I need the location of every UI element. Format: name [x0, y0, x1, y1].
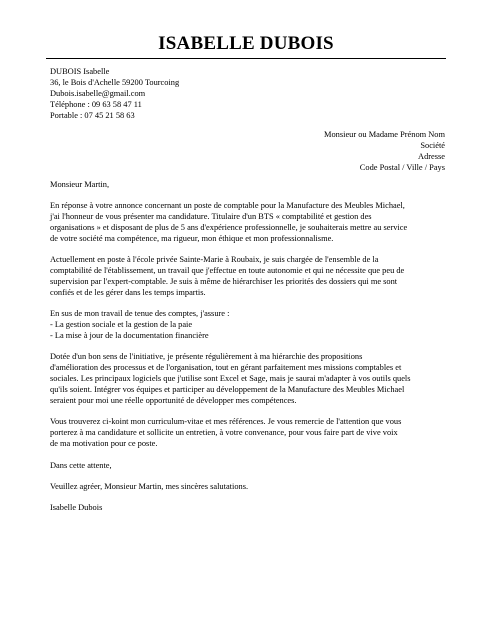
- waiting-line: Dans cette attente,: [50, 460, 112, 470]
- paragraph-line: organisations » et disposant de plus de 5 ans d'expérience professionnelle, je souhaiterais mettre au service: [50, 222, 408, 232]
- paragraph-line: Vous trouverez ci-koint mon curriculum-vitae et mes références. Je vous remercie de l'attention que vous: [50, 417, 402, 427]
- recipient-city: Code Postal / Ville / Pays: [359, 162, 445, 172]
- paragraph-line: d'amélioration des processus et de l'organisation, tout en gérant parfaitement mes missions comptables et: [50, 363, 402, 373]
- sender-block: [50, 67, 179, 122]
- paragraph-line: supervision par l'expert-comptable. Je suis à même de hiérarchiser les priorités des dossiers qui me sont: [50, 276, 398, 286]
- paragraph-current-position: [50, 255, 450, 299]
- sender-name: DUBOIS Isabelle: [50, 67, 110, 76]
- paragraph-initiative: [50, 352, 450, 407]
- paragraph-line: j'ai l'honneur de vous présenter ma candidature. Titulaire d'un BTS « comptabilité et gestion des: [50, 211, 372, 221]
- recipient-address: Adresse: [418, 151, 445, 161]
- salutation: Monsieur Martin,: [50, 180, 110, 189]
- paragraph-line: En sus de mon travail de tenue des comptes, j'assure :: [50, 309, 230, 319]
- paragraph-line: de ma motivation pour ce poste.: [50, 439, 158, 449]
- regards-line: Veuillez agréer, Monsieur Martin, mes sincères salutations.: [50, 482, 249, 492]
- paragraph-closing: [50, 417, 450, 450]
- paragraph-line: seraient pour moi une réelle opportunité de développer mes compétences.: [50, 396, 297, 405]
- letter-body: [50, 180, 450, 514]
- paragraph-duties: [50, 309, 450, 342]
- recipient-block: [324, 130, 445, 174]
- paragraph-line: comptabilité de l'établissement, un travail que j'effectue en toute autonomie et qui ne nécessite que peu de: [50, 265, 405, 275]
- header-divider: [46, 58, 446, 59]
- paragraph-line: porterez à ma candidature et sollicite un entretien, à votre convenance, pour vous faire part de vive voix: [50, 428, 398, 438]
- paragraph-line: qu'ils soient. Intégrer vos équipes et participer au développement de la Manufacture des Meubles Michael: [50, 385, 405, 395]
- page-title: ISABELLE DUBOIS: [158, 33, 334, 54]
- paragraph-introduction: [50, 201, 450, 245]
- sender-mobile: Portable : 07 45 21 58 63: [50, 110, 135, 120]
- list-item: - La gestion sociale et la gestion de la paie: [50, 320, 193, 330]
- signature: Isabelle Dubois: [50, 503, 103, 513]
- paragraph-line: confiés et de les gérer dans les temps impartis.: [50, 287, 206, 297]
- sender-email: Dubois.isabelle@gmail.com: [50, 88, 146, 98]
- sender-address: 36, le Bois d'Achelle 59200 Tourcoing: [50, 77, 180, 87]
- recipient-company: Société: [420, 140, 445, 150]
- sender-phone: Téléphone : 09 63 58 47 11: [50, 99, 142, 109]
- list-item: - La mise à jour de la documentation financière: [50, 330, 209, 340]
- paragraph-line: Dotée d'un bon sens de l'initiative, je présente régulièrement à ma hiérarchie des propositions: [50, 352, 363, 362]
- paragraph-line: En réponse à votre annonce concernant un poste de comptable pour la Manufacture des Meubles Michael,: [50, 200, 405, 210]
- paragraph-line: sociales. Les principaux logiciels que j'utilise sont Excel et Sage, mais je saurai m'adapter à vos outils quels: [50, 374, 411, 384]
- paragraph-line: Actuellement en poste à l'école privée Sainte-Marie à Roubaix, je suis chargée de l'ensemble de la: [50, 255, 379, 265]
- recipient-name: Monsieur ou Madame Prénom Nom: [324, 130, 445, 139]
- paragraph-line: de votre société ma compétence, ma rigueur, mon éthique et mon professionnalisme.: [50, 233, 334, 243]
